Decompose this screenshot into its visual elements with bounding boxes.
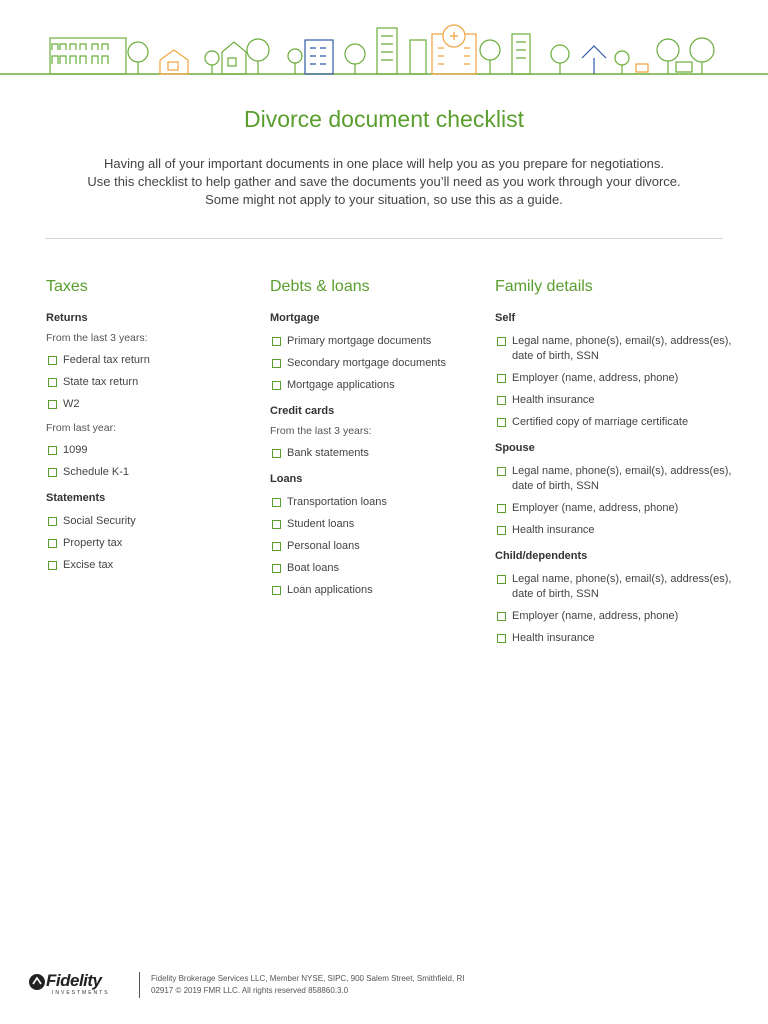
checklist-item — [495, 501, 735, 516]
checklist-item — [495, 572, 735, 602]
checklist-item — [46, 514, 246, 529]
column-heading: Family details — [495, 278, 593, 295]
checklist-item-label: Mortgage applications — [287, 379, 395, 391]
checklist-item — [495, 631, 735, 646]
checklist-item — [495, 371, 735, 386]
checklist-item-label: Student loans — [287, 518, 355, 530]
checklist-item-label: Excise tax — [63, 559, 114, 571]
checkbox[interactable] — [497, 467, 506, 476]
checklist-item-label: Secondary mortgage documents — [287, 357, 446, 369]
checklist-section — [270, 405, 480, 461]
checkbox[interactable] — [497, 575, 506, 584]
checkbox[interactable] — [497, 418, 506, 427]
checklist-item — [495, 609, 735, 624]
checklist-item — [270, 334, 480, 349]
logo-subtext: INVESTMENTS — [52, 990, 110, 996]
section-subheading: Mortgage — [270, 312, 320, 324]
checklist-item — [46, 536, 246, 551]
checklist-section — [46, 312, 246, 412]
checkbox[interactable] — [272, 337, 281, 346]
section-note: From the last 3 years: — [270, 425, 372, 437]
checkbox[interactable] — [497, 396, 506, 405]
section-subheading: Returns — [46, 312, 88, 324]
checkbox[interactable] — [48, 378, 57, 387]
page-title: Divorce document checklist — [244, 106, 524, 132]
checklist-item-label: Bank statements — [287, 447, 369, 459]
checklist-item-label: State tax return — [63, 376, 139, 388]
footer-legal — [151, 973, 464, 997]
checklist-item-label: W2 — [63, 398, 80, 410]
checklist-item-label: Employer (name, address, phone) — [512, 502, 679, 514]
checklist-item — [270, 539, 480, 554]
checklist-item-label: Schedule K-1 — [63, 466, 130, 478]
city-skyline-banner — [0, 0, 768, 80]
checklist-item-label: Primary mortgage documents — [287, 335, 432, 347]
fidelity-logo-icon — [28, 972, 46, 994]
column-2 — [495, 278, 735, 658]
intro-text — [40, 155, 728, 209]
section-subheading: Credit cards — [270, 405, 335, 417]
checklist-section — [46, 422, 246, 480]
checkbox[interactable] — [272, 564, 281, 573]
checkbox[interactable] — [272, 498, 281, 507]
fidelity-logo — [28, 970, 133, 1000]
checklist-item — [46, 375, 246, 390]
checklist-item-label: Loan applications — [287, 584, 373, 596]
checkbox[interactable] — [272, 520, 281, 529]
checklist-item — [495, 464, 735, 494]
checkbox[interactable] — [497, 634, 506, 643]
checklist-item — [495, 334, 735, 364]
checklist-item — [46, 465, 246, 480]
section-note: From last year: — [46, 422, 117, 434]
checkbox[interactable] — [497, 374, 506, 383]
intro-line: Some might not apply to your situation, so use this as a guide. — [205, 192, 563, 207]
checklist-item — [270, 495, 480, 510]
checklist-item-label: Transportation loans — [287, 496, 387, 508]
checklist-item — [270, 561, 480, 576]
intro-line: Having all of your important documents in one place will help you as you prepare for negotiations. — [103, 156, 665, 171]
checklist-item — [495, 393, 735, 408]
section-subheading: Loans — [270, 473, 303, 485]
section-subheading: Child/dependents — [495, 550, 588, 562]
checkbox[interactable] — [48, 356, 57, 365]
footer-divider — [139, 972, 140, 998]
footer-line: 02917 © 2019 FMR LLC. All rights reserved 858860.3.0 — [151, 986, 349, 995]
checkbox[interactable] — [272, 381, 281, 390]
checklist-item-label: Employer (name, address, phone) — [512, 610, 679, 622]
checklist-item — [270, 356, 480, 371]
checklist-item-label: Boat loans — [287, 562, 339, 574]
checklist-item-label: Federal tax return — [63, 354, 150, 366]
checklist-section — [495, 312, 735, 430]
footer-line: Fidelity Brokerage Services LLC, Member NYSE, SIPC, 900 Salem Street, Smithfield, RI — [151, 974, 465, 983]
checkbox[interactable] — [272, 542, 281, 551]
checklist-item-label: Employer (name, address, phone) — [512, 372, 679, 384]
checklist-item — [46, 353, 246, 368]
checklist-item — [270, 446, 480, 461]
checkbox[interactable] — [497, 612, 506, 621]
checklist-item-label: Health insurance — [512, 632, 595, 644]
column-0 — [46, 278, 246, 585]
checkbox[interactable] — [48, 446, 57, 455]
checklist-section — [270, 312, 480, 393]
checklist-section — [46, 492, 246, 573]
checkbox[interactable] — [497, 337, 506, 346]
checklist-item — [270, 378, 480, 393]
column-heading: Debts & loans — [270, 278, 370, 295]
checkbox[interactable] — [272, 359, 281, 368]
section-subheading: Spouse — [495, 442, 535, 454]
checklist-item — [270, 517, 480, 532]
checklist-item — [270, 583, 480, 598]
checkbox[interactable] — [497, 504, 506, 513]
checklist-item-label: Certified copy of marriage certificate — [512, 416, 689, 428]
section-subheading: Statements — [46, 492, 106, 504]
divider — [45, 238, 723, 239]
checklist-item-label: Property tax — [63, 537, 123, 549]
checklist-item-label: Legal name, phone(s), email(s), address(es), date of birth, SSN — [512, 335, 732, 362]
checklist-section — [495, 550, 735, 646]
checkbox[interactable] — [48, 400, 57, 409]
checklist-item-label: Health insurance — [512, 524, 595, 536]
checklist-item-label: Social Security — [63, 515, 136, 527]
section-note: From the last 3 years: — [46, 332, 148, 344]
checklist-item — [46, 558, 246, 573]
logo-wordmark: Fidelity — [46, 971, 102, 990]
checkbox[interactable] — [272, 586, 281, 595]
checkbox[interactable] — [272, 449, 281, 458]
checkbox[interactable] — [48, 517, 57, 526]
checklist-item — [46, 443, 246, 458]
checklist-item — [495, 523, 735, 538]
checkbox[interactable] — [497, 526, 506, 535]
checklist-item — [46, 397, 246, 412]
checklist-item — [495, 415, 735, 430]
checkbox[interactable] — [48, 468, 57, 477]
section-subheading: Self — [495, 312, 516, 324]
checkbox[interactable] — [48, 561, 57, 570]
checkbox[interactable] — [48, 539, 57, 548]
checklist-item-label: Legal name, phone(s), email(s), address(es), date of birth, SSN — [512, 573, 732, 600]
checklist-item-label: 1099 — [63, 444, 88, 456]
checklist-item-label: Legal name, phone(s), email(s), address(es), date of birth, SSN — [512, 465, 732, 492]
checklist-section — [495, 442, 735, 538]
column-1 — [270, 278, 480, 610]
checklist-section — [270, 473, 480, 598]
checklist-item-label: Health insurance — [512, 394, 595, 406]
checklist-item-label: Personal loans — [287, 540, 360, 552]
column-heading: Taxes — [46, 278, 88, 295]
intro-line: Use this checklist to help gather and save the documents you’ll need as you work through your divorce. — [87, 174, 681, 189]
